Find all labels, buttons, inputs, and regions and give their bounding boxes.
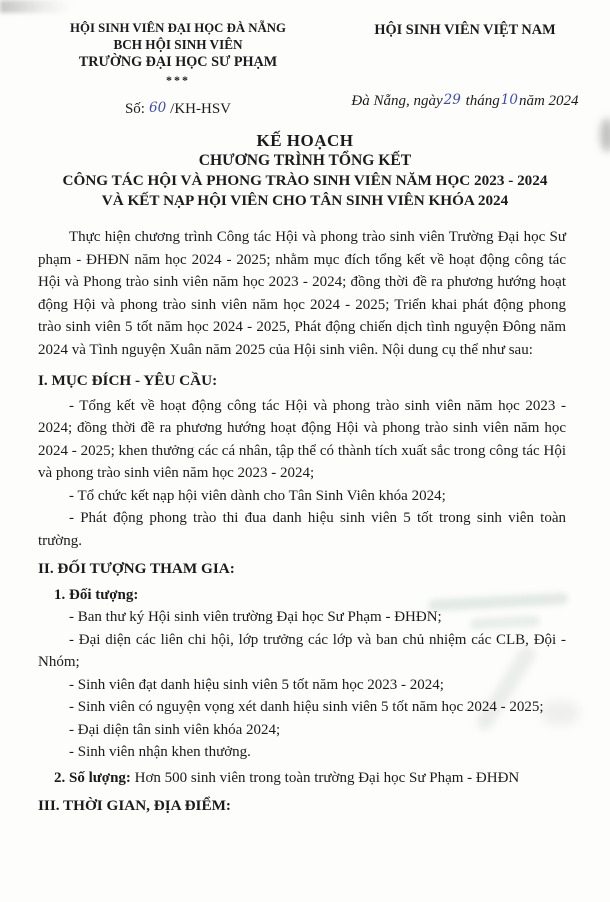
section-2-heading: II. ĐỐI TƯỢNG THAM GIA: <box>38 560 235 577</box>
title-line-4: VÀ KẾT NẠP HỘI VIÊN CHO TÂN SINH VIÊN KHÓA 2024 <box>101 192 509 209</box>
document-number-label: Số: <box>124 101 145 117</box>
section-2-quantity-line <box>38 767 566 790</box>
section-1-bullet: - Tổ chức kết nạp hội viên dành cho Tân Sinh Viên khóa 2024; <box>69 487 446 504</box>
document-number-suffix: /KH-HSV <box>170 101 232 117</box>
scan-corner-smudge <box>0 0 72 13</box>
section-2-sub-1-heading: 1. Đối tượng: <box>54 586 139 603</box>
header-separator-stars: *** <box>166 73 190 87</box>
section-1-bullet: - Tổng kết về hoạt động công tác Hội và phong trào sinh viên năm học 2023 - 2024; đồng thời đề ra phương hướng hoạt động Hội và phong trào sinh viên năm học 2024 - 2025; khen thưởng các cá nhân, tập thể có thành tích xuất sắc trong công tác Hội và phong trào sinh viên năm học 2023 - 2024; <box>38 397 566 481</box>
header-national-org-block <box>336 22 594 110</box>
section-2-bullet: - Sinh viên nhận khen thưởng. <box>69 744 251 760</box>
section-1-heading: I. MỤC ĐÍCH - YÊU CẦU: <box>38 372 218 389</box>
org-line-1: HỘI SINH VIÊN ĐẠI HỌC ĐÀ NẴNG <box>70 21 286 35</box>
section-2-bullet: - Sinh viên đạt danh hiệu sinh viên 5 tốt năm học 2023 - 2024; <box>69 676 444 693</box>
document-title-block <box>0 130 610 211</box>
org-line-3: TRƯỜNG ĐẠI HỌC SƯ PHẠM <box>78 54 278 70</box>
document-number-line <box>26 101 330 117</box>
title-line-3: CÔNG TÁC HỘI VÀ PHONG TRÀO SINH VIÊN NĂM HỌC 2023 - 2024 <box>62 172 548 189</box>
date-day-handwritten: 29 <box>443 92 461 108</box>
title-line-1: KẾ HOẠCH <box>256 131 354 150</box>
national-org-title: HỘI SINH VIÊN VIỆT NAM <box>374 22 556 38</box>
org-line-2: BCH HỘI SINH VIÊN <box>113 37 243 52</box>
document-body <box>38 226 566 818</box>
date-month-handwritten: 10 <box>500 92 518 108</box>
quantity-label: 2. Số lượng: <box>54 769 131 786</box>
section-2-bullet: - Ban thư ký Hội sinh viên trường Đại học Sư Phạm - ĐHĐN; <box>69 609 442 625</box>
header-issuing-org-block <box>26 20 330 117</box>
document-number-handwritten: 60 <box>148 100 167 116</box>
section-2-bullet: - Đại diện tân sinh viên khóa 2024; <box>69 721 281 738</box>
date-month-label: tháng <box>465 93 500 109</box>
quantity-text: Hơn 500 sinh viên trong toàn trường Đại học Sư Phạm - ĐHĐN <box>134 769 520 786</box>
date-prefix: Đà Nẵng, ngày <box>351 93 443 109</box>
title-line-2: CHƯƠNG TRÌNH TỔNG KẾT <box>198 152 412 169</box>
date-line <box>336 93 594 110</box>
section-2-bullet: - Đại diện các liên chi hội, lớp trưởng các lớp và ban chủ nhiệm các CLB, Đội - Nhóm; <box>38 631 566 670</box>
section-3-heading: III. THỜI GIAN, ĐỊA ĐIỂM: <box>38 797 231 814</box>
intro-paragraph: Thực hiện chương trình Công tác Hội và phong trào sinh viên Trường Đại học Sư phạm - ĐHĐN năm học 2024 - 2025; nhằm mục đích tổng kết về hoạt động công tác Hội và Phong trào sinh viên năm học 2023 - 2024; đồng thời đề ra phương hướng hoạt động Hội và phong trào sinh viên năm học 2024 - 2025; Triển khai phát động phong trào sinh viên 5 tốt năm học 2024 - 2025, Phát động chiến dịch tình nguyện Đông năm 2024 và Tình nguyện Xuân năm 2025 của Hội sinh viên. Nội dung cụ thể như sau: <box>38 229 566 358</box>
date-year-label: năm 2024 <box>518 93 579 109</box>
section-2-bullet: - Sinh viên có nguyện vọng xét danh hiệu sinh viên 5 tốt năm học 2024 - 2025; <box>69 699 544 715</box>
section-1-bullet: - Phát động phong trào thi đua danh hiệu sinh viên 5 tốt trong sinh viên toàn trường. <box>38 510 566 549</box>
